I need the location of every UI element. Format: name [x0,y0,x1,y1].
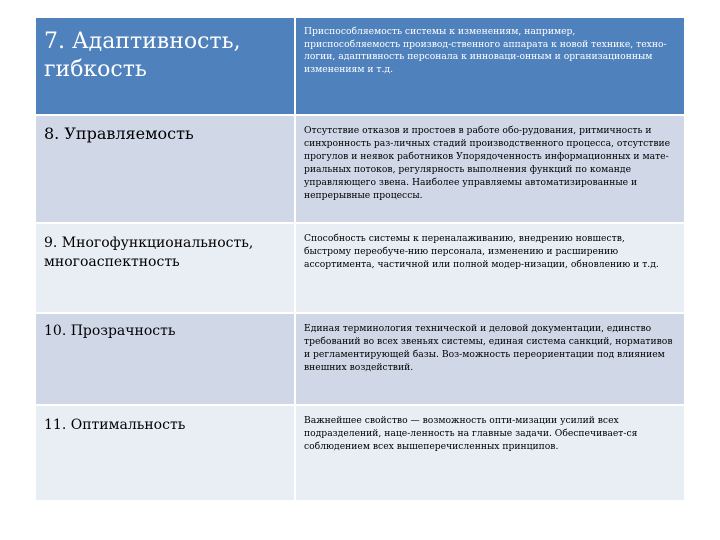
table-row [36,224,684,314]
description-cell: Способность системы к переналаживанию, внедрению новшеств, быстрому переобуче-нию персонала, изменению и расширению ассортимента, частичной или полной модер-низации, обновлению и т.д. [304,233,659,270]
criterion-cell: 9. Многофункциональность, многоаспектность [36,224,296,312]
table-row [36,116,684,224]
description-cell: Приспособляемость системы к изменениям, например, приспособляемость производ-ственного аппарата к новой технике, техно-логии, адаптивность персонала к инноваци-онным и организационным изменениям и т.д. [304,26,667,75]
criterion-cell: 11. Оптимальность [36,406,296,500]
criterion-cell: 10. Прозрачность [36,314,296,404]
criterion-cell: 7. Адаптивность, гибкость [36,18,296,114]
table-row [36,314,684,406]
table-row [36,406,684,502]
description-cell: Отсутствие отказов и простоев в работе обо-рудования, ритмичность и синхронность раз-личных стадий производственного процесса, отсутствие прогулов и неявок работников Упорядоченность информационных и мате-риальных потоков, регулярность выполнения функций по команде управляющего звена. Наиболее управляемы автоматизированные и непрерывные процессы. [304,125,671,201]
description-cell: Важнейшее свойство — возможность опти-мизации усилий всех подразделений, наце-ленность на главные задачи. Обеспечивает-ся соблюдением всех вышеперечисленных принципов. [304,415,638,452]
properties-table [36,18,684,502]
description-cell: Единая терминология технической и деловой документации, единство требований во всех звеньях системы, единая система санкций, нормативов и регламентирующей базы. Воз-можность переориентации под влиянием внешних воздействий. [304,323,673,373]
table-row [36,18,684,116]
criterion-cell: 8. Управляемость [36,116,296,222]
